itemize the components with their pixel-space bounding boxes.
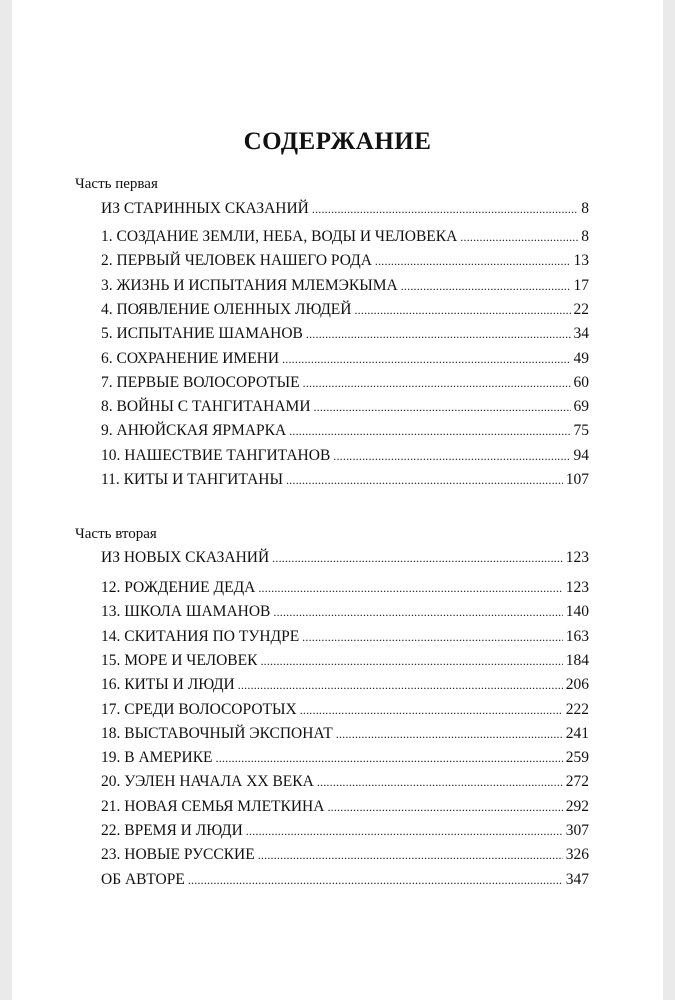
dot-leader (460, 226, 578, 248)
toc-entry-page: 69 (573, 398, 589, 416)
toc-chapter-row[interactable] (101, 396, 589, 418)
part-label: Часть вторая (75, 526, 157, 542)
dot-leader (317, 771, 563, 793)
dot-leader (216, 747, 563, 769)
toc-entry-title: 7. ПЕРВЫЕ ВОЛОСОРОТЫЕ (101, 373, 300, 391)
toc-chapter-row[interactable] (101, 820, 589, 842)
dot-leader (258, 577, 562, 599)
toc-chapter-row[interactable] (101, 275, 589, 297)
toc-entry-title: 9. АНЮЙСКАЯ ЯРМАРКА (101, 422, 287, 440)
toc-chapter-row[interactable] (101, 420, 589, 442)
toc-chapter-row[interactable] (101, 699, 589, 721)
part-label: Часть первая (75, 176, 158, 192)
toc-entry-title: 23. НОВЫЕ РУССКИЕ (101, 846, 255, 864)
toc-chapter-row[interactable] (101, 650, 589, 672)
toc-entry-page: 292 (565, 797, 589, 815)
toc-section-row[interactable] (101, 198, 589, 220)
dot-leader (238, 674, 563, 696)
dot-leader (246, 820, 563, 842)
toc-entry-page: 241 (565, 724, 589, 742)
toc-entry-page: 49 (573, 349, 589, 367)
dot-leader (354, 299, 570, 321)
toc-entry-page: 13 (573, 252, 589, 270)
toc-entry-page: 140 (565, 603, 589, 621)
toc-entry-page: 123 (565, 549, 589, 566)
toc-entry-title: 5. ИСПЫТАНИЕ ШАМАНОВ (101, 325, 303, 343)
toc-entry-title: ИЗ НОВЫХ СКАЗАНИЙ (101, 549, 270, 566)
toc-entry-title: 21. НОВАЯ СЕМЬЯ МЛЕТКИНА (101, 797, 325, 815)
toc-entry-page: 272 (565, 773, 589, 791)
toc-chapter-row[interactable] (101, 626, 589, 648)
dot-leader (327, 796, 562, 818)
dot-leader (303, 372, 571, 394)
toc-entry-page: 107 (565, 471, 589, 488)
toc-entry-page: 347 (565, 870, 589, 888)
toc-entry-title: 11. КИТЫ И ТАНГИТАНЫ (101, 471, 283, 488)
toc-entry-title: 22. ВРЕМЯ И ЛЮДИ (101, 822, 243, 839)
toc-entry-title: 2. ПЕРВЫЙ ЧЕЛОВЕК НАШЕГО РОДА (101, 252, 372, 270)
toc-chapter-row[interactable] (101, 577, 589, 599)
dot-leader (289, 420, 570, 442)
toc-entry-title: 15. МОРЕ И ЧЕЛОВЕК (101, 651, 258, 669)
toc-entry-page: 326 (565, 846, 589, 864)
dot-leader (282, 348, 570, 370)
toc-entry-title: ОБ АВТОРЕ (101, 870, 185, 888)
toc-entry-page: 222 (565, 700, 589, 718)
toc-chapter-row[interactable] (101, 299, 589, 321)
toc-entry-title: 4. ПОЯВЛЕНИЕ ОЛЕННЫХ ЛЮДЕЙ (101, 300, 352, 318)
toc-entry-page: 8 (581, 228, 589, 245)
dot-leader (272, 547, 563, 569)
dot-leader (286, 469, 563, 491)
toc-entry-title: 18. ВЫСТАВОЧНЫЙ ЭКСПОНАТ (101, 724, 333, 742)
toc-entry-title: 12. РОЖДЕНИЕ ДЕДА (101, 579, 256, 596)
dot-leader (302, 626, 563, 648)
toc-entry-page: 307 (565, 822, 589, 839)
dot-leader (188, 869, 563, 891)
dot-leader (401, 275, 571, 297)
toc-chapter-row[interactable] (101, 844, 589, 866)
toc-entry-title: ИЗ СТАРИННЫХ СКАЗАНИЙ (101, 200, 309, 217)
toc-chapter-row[interactable] (101, 771, 589, 793)
toc-entry-title: 10. НАШЕСТВИЕ ТАНГИТАНОВ (101, 446, 331, 464)
toc-entry-page: 17 (573, 276, 589, 294)
page-title: СОДЕРЖАНИЕ (243, 128, 432, 155)
toc-entry-page: 75 (573, 422, 589, 440)
toc-entry-page: 94 (573, 446, 589, 464)
toc-entry-page: 123 (565, 579, 589, 596)
toc-chapter-row[interactable] (101, 601, 589, 623)
toc-chapter-row[interactable] (101, 674, 589, 696)
dot-leader (260, 650, 562, 672)
toc-chapter-row[interactable] (101, 445, 589, 467)
book-page (12, 0, 663, 1000)
toc-entry-title: 20. УЭЛЕН НАЧАЛА XX ВЕКА (101, 773, 314, 791)
toc-entry-page: 184 (565, 651, 589, 669)
dot-leader (314, 396, 571, 418)
toc-entry-title: 13. ШКОЛА ШАМАНОВ (101, 603, 271, 621)
toc-section-row[interactable] (101, 547, 589, 569)
toc-entry-page: 8 (581, 200, 589, 217)
toc-entry-page: 60 (573, 373, 589, 391)
toc-entry-title: 8. ВОЙНЫ С ТАНГИТАНАМИ (101, 398, 311, 416)
toc-chapter-row[interactable] (101, 372, 589, 394)
dot-leader (258, 844, 563, 866)
dot-leader (375, 250, 571, 272)
dot-leader (306, 323, 571, 345)
toc-entry-page: 22 (573, 300, 589, 318)
toc-entry-title: 1. СОЗДАНИЕ ЗЕМЛИ, НЕБА, ВОДЫ И ЧЕЛОВЕКА (101, 228, 458, 245)
dot-leader (312, 198, 578, 220)
dot-leader (273, 601, 562, 623)
toc-entry-page: 206 (565, 676, 589, 694)
toc-entry-title: 14. СКИТАНИЯ ПО ТУНДРЕ (101, 627, 300, 645)
toc-about-row[interactable] (101, 869, 589, 891)
toc-chapter-row[interactable] (101, 723, 589, 745)
toc-chapter-row[interactable] (101, 226, 589, 248)
toc-entry-page: 34 (573, 325, 589, 343)
toc-chapter-row[interactable] (101, 323, 589, 345)
toc-entry-title: 3. ЖИЗНЬ И ИСПЫТАНИЯ МЛЕМЭКЫМА (101, 276, 398, 294)
toc-entry-page: 259 (565, 749, 589, 767)
toc-entry-title: 17. СРЕДИ ВОЛОСОРОТЫХ (101, 700, 297, 718)
toc-entry-title: 19. В АМЕРИКЕ (101, 749, 213, 767)
toc-chapter-row[interactable] (101, 250, 589, 272)
dot-leader (336, 723, 563, 745)
toc-chapter-row[interactable] (101, 348, 589, 370)
toc-entry-title: 16. КИТЫ И ЛЮДИ (101, 676, 235, 694)
dot-leader (333, 445, 570, 467)
toc-entry-page: 163 (565, 627, 589, 645)
toc-entry-title: 6. СОХРАНЕНИЕ ИМЕНИ (101, 349, 280, 367)
dot-leader (300, 699, 563, 721)
toc-chapter-row[interactable] (101, 469, 589, 491)
toc-chapter-row[interactable] (101, 747, 589, 769)
toc-chapter-row[interactable] (101, 796, 589, 818)
